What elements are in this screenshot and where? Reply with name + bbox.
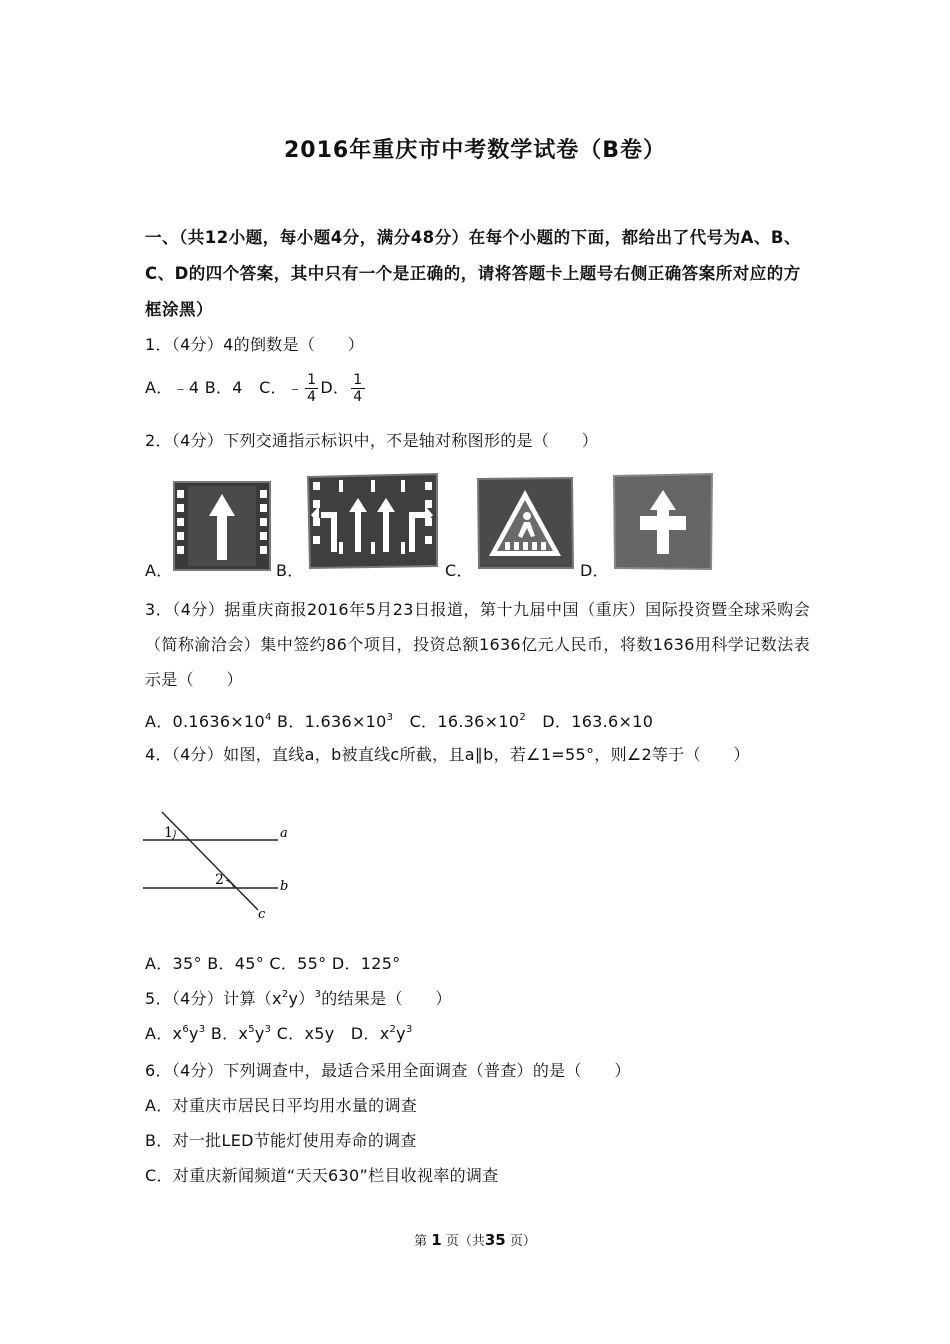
angle-2-label: 2 — [215, 872, 224, 888]
q5-opt-a-e1: 6 — [182, 1024, 189, 1035]
q5-opt-a: A．x — [145, 1024, 183, 1043]
q2-label-b: B． — [276, 561, 304, 580]
angle-1-label: 1 — [164, 825, 173, 841]
q3-option-a: A．0.1636×10 — [145, 712, 265, 731]
footer-pre: 第 — [414, 1234, 428, 1249]
q3-option-c-exp: 2 — [519, 712, 526, 723]
q3-option-d: D．163.6×10 — [526, 712, 654, 731]
frac-num: 1 — [307, 372, 317, 388]
q1-stem: 1．（4分）4的倒数是（ ） — [145, 335, 365, 354]
q5-opt-b-e2: 3 — [264, 1024, 272, 1035]
footer-total-pages: 35 — [484, 1231, 506, 1249]
sign-c-pedestrian-crossing-image — [475, 476, 575, 570]
q1-fraction-c — [305, 372, 318, 405]
frac-den: 4 — [353, 389, 363, 405]
q5-opt-c: C．x — [271, 1024, 315, 1043]
q5-stem-mid: y） — [288, 989, 315, 1008]
footer-post: 页） — [509, 1234, 536, 1249]
q3-stem: 3．（4分）据重庆商报2016年5月23日报道，第十九届中国（重庆）国际投资暨全球采购会（简称渝洽会）集中签约86个项目，投资总额1636亿元人民币，将数1636用科学记数法表示是（ ） — [145, 600, 810, 689]
q1-options — [145, 372, 367, 405]
q5-stem-pre: 5．（4分）计算（x — [145, 989, 282, 1008]
sign-d-intersection-image — [610, 472, 716, 572]
q1-fraction-d — [351, 372, 364, 405]
page-footer — [0, 1230, 950, 1249]
q6-option-c: C．对重庆新闻频道“天天630”栏目收视率的调查 — [145, 1166, 499, 1185]
q5-options — [145, 1021, 413, 1044]
q6-option-a: A．对重庆市居民日平均用水量的调查 — [145, 1096, 418, 1115]
line-a-label: a — [280, 826, 288, 841]
q5-stem-post: 的结果是（ ） — [321, 989, 452, 1008]
frac-den: 4 — [307, 389, 317, 405]
q4-options: A．35° B．45° C．55° D．125° — [145, 954, 401, 973]
q2-label-a: A． — [145, 561, 173, 580]
q5-opt-a-v: y — [189, 1024, 199, 1043]
q5-opt-d-v: y — [396, 1024, 406, 1043]
q4-parallel-lines-figure — [140, 810, 300, 922]
q5-stem-exp2: 3 — [314, 989, 322, 1000]
line-c-label: c — [258, 907, 266, 922]
q5-stem — [145, 986, 452, 1009]
q4-stem: 4．（4分）如图，直线a，b被直线c所截，且a∥b，若∠1=55°，则∠2等于（ ） — [145, 745, 750, 764]
q5-opt-b: B．x — [205, 1024, 249, 1043]
q1-options-text: A．﹣4 B．4 C．﹣ — [145, 378, 304, 397]
q5-opt-d: D．x — [334, 1024, 390, 1043]
q5-stem-exp1: 2 — [281, 989, 289, 1000]
page-title: 2016年重庆市中考数学试卷（B卷） — [283, 138, 666, 163]
q5-opt-c-v: 5y — [314, 1024, 335, 1043]
q5-opt-b-v: y — [254, 1024, 265, 1043]
q3-option-b-exp: 3 — [386, 712, 394, 723]
q5-opt-d-e2: 3 — [405, 1024, 413, 1035]
q2-stem: 2．（4分）下列交通指示标识中，不是轴对称图形的是（ ） — [145, 431, 599, 450]
q6-stem: 6．（4分）下列调查中，最适合采用全面调查（普查）的是（ ） — [145, 1061, 631, 1080]
q3-option-a-exp: 4 — [265, 712, 272, 723]
sign-b-lane-arrows-image — [305, 472, 440, 570]
q1-option-d: D． — [320, 378, 350, 397]
line-c — [162, 812, 258, 910]
q2-label-c: C． — [445, 561, 473, 580]
q6-option-b: B．对一批LED节能灯使用寿命的调查 — [145, 1131, 417, 1150]
line-b-label: b — [280, 879, 289, 894]
q5-opt-b-e1: 5 — [248, 1024, 255, 1035]
q5-opt-a-e2: 3 — [198, 1024, 206, 1035]
section-heading: 一、（共12小题，每小题4分，满分48分）在每个小题的下面，都给出了代号为A、B、C、D的四个答案，其中只有一个是正确的，请将答题卡上题号右侧正确答案所对应的方框涂黑） — [145, 228, 801, 319]
q3-option-c: C．16.36×10 — [393, 712, 520, 731]
q3-option-b: B．1.636×10 — [271, 712, 387, 731]
footer-page-number: 1 — [431, 1231, 442, 1249]
frac-num: 1 — [353, 372, 363, 388]
sign-a-straight-arrow-image — [172, 480, 272, 572]
footer-mid: 页（共 — [445, 1234, 485, 1249]
q3-options — [145, 709, 653, 732]
q5-opt-d-e1: 2 — [389, 1024, 397, 1035]
q2-label-d: D． — [580, 561, 609, 580]
